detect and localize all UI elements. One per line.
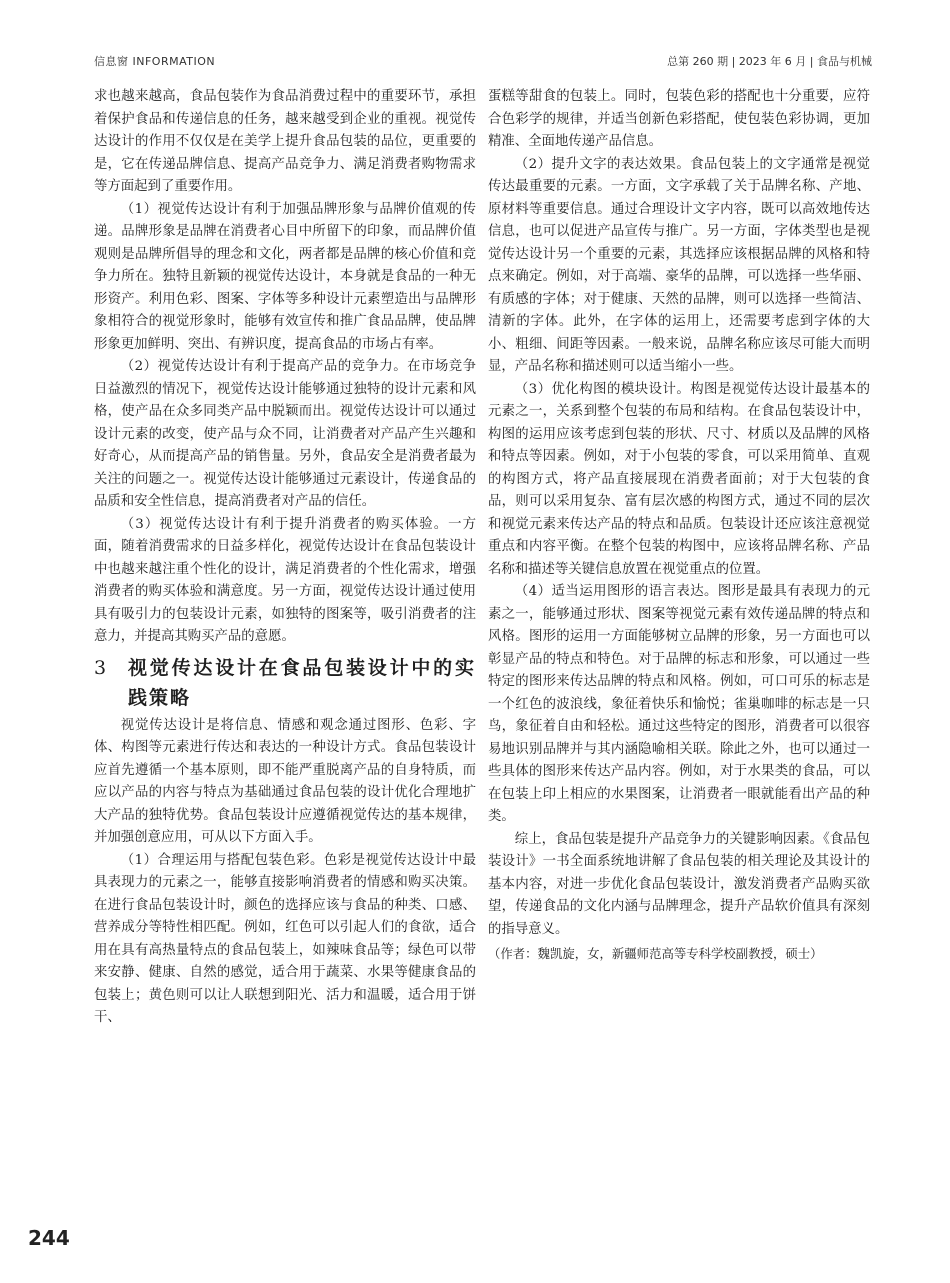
- left-column: [94, 86, 476, 1030]
- paragraph: 蛋糕等甜食的包装上。同时，包装色彩的搭配也十分重要，应符合色彩学的规律，并适当创新色彩搭配，使包装色彩协调，更加精准、全面地传递产品信息。: [488, 89, 870, 149]
- section-title: 视觉传达设计在食品包装设计中的实践策略: [128, 656, 476, 709]
- paragraph: 视觉传达设计是将信息、情感和观念通过图形、色彩、字体、构图等元素进行传达和表达的一种设计方式。食品包装设计应首先遵循一个基本原则，即不能严重脱离产品的自身特质，而应以产品的内容与特点为基础通过食品包装的设计优化合理地扩大产品的独特优势。食品包装设计应遵循视觉传达的基本规律，并加强创意应用，可从以下方面入手。: [94, 717, 476, 845]
- paragraph: （4）适当运用图形的语言表达。图形是最具有表现力的元素之一，能够通过形状、图案等视觉元素有效传递品牌的特点和风格。图形的运用一方面能够树立品牌的形象，另一方面也可以彰显产品的特点和特色。对于品牌的标志和形象，可以通过一些特定的图形来传达品牌的特点和风格。例如，可口可乐的标志是一个红色的波浪线，象征着快乐和愉悦；雀巢咖啡的标志是一只鸟，象征着自由和轻松。通过这些特定的图形，消费者可以很容易地识别品牌并与其内涵隐喻相关联。除此之外，也可以通过一些具体的图形来传达产品内容。例如，对于水果类的食品，可以在包装上印上相应的水果图案，让消费者一眼就能看出产品的种类。: [488, 584, 870, 824]
- page-number: 244: [28, 1226, 70, 1250]
- section-heading: [94, 653, 476, 713]
- right-column: [488, 86, 870, 966]
- running-header: [94, 50, 872, 72]
- paragraph: （1）视觉传达设计有利于加强品牌形象与品牌价值观的传递。品牌形象是品牌在消费者心目中所留下的印象，而品牌价值观则是品牌所倡导的理念和文化，两者都是品牌的核心价值和竞争力所在。独特且新颖的视觉传达设计，本身就是食品的一种无形资产。利用色彩、图案、字体等多种设计元素塑造出与品牌形象相符合的视觉形象时，能够有效宣传和推广食品品牌，使品牌形象更加鲜明、突出、有辨识度，提高食品的市场占有率。: [94, 201, 476, 352]
- paragraph: （2）视觉传达设计有利于提高产品的竞争力。在市场竞争日益激烈的情况下，视觉传达设计能够通过独特的设计元素和风格，使产品在众多同类产品中脱颖而出。视觉传达设计可以通过设计元素的改变，使产品与众不同，让消费者对产品产生兴趣和好奇心，从而提高产品的销售量。另外，食品安全是消费者最为关注的问题之一。视觉传达设计能够通过元素设计，传递食品的品质和安全性信息，提高消费者对产品的信任。: [94, 359, 476, 509]
- paragraph: 求也越来越高，食品包装作为食品消费过程中的重要环节，承担着保护食品和传递信息的任务，越来越受到企业的重视。视觉传达设计的作用不仅仅是在美学上提升食品包装的品位，更重要的是，它在传递品牌信息、提高产品竞争力、满足消费者购物需求等方面起到了重要作用。: [94, 89, 476, 194]
- paragraph: （1）合理运用与搭配包装色彩。色彩是视觉传达设计中最具表现力的元素之一，能够直接影响消费者的情感和购买决策。在进行食品包装设计时，颜色的选择应该与食品的种类、口感、营养成分等特性相匹配。例如，红色可以引起人们的食欲，适合用在具有高热量特点的食品包装上，如辣味食品等；绿色可以带来安静、健康、自然的感觉，适合用于蔬菜、水果等健康食品的包装上；黄色则可以让人联想到阳光、活力和温暖，适合用于饼干、: [94, 852, 476, 1025]
- paragraph: （2）提升文字的表达效果。食品包装上的文字通常是视觉传达最重要的元素。一方面，文字承载了关于品牌名称、产地、原材料等重要信息。通过合理设计文字内容，既可以高效地传达信息，也可以促进产品宣传与推广。另一方面，字体类型也是视觉传达设计另一个重要的元素，其选择应该根据品牌的风格和特点来确定。例如，对于高端、豪华的品牌，可以选择一些华丽、有质感的字体；对于健康、天然的品牌，则可以选择一些简洁、清新的字体。此外，在字体的运用上，还需要考虑到字体的大小、粗细、间距等因素。一般来说，品牌名称应该尽可能大而明显，产品名称和描述则可以适当缩小一些。: [488, 156, 870, 374]
- paragraph: （3）优化构图的模块设计。构图是视觉传达设计最基本的元素之一，关系到整个包装的布局和结构。在食品包装设计中，构图的运用应该考虑到包装的形状、尺寸、材质以及品牌的风格和特点等因素。例如，对于小包装的零食，可以采用简单、直观的构图方式，将产品直接展现在消费者面前；对于大包装的食品，则可以采用复杂、富有层次感的构图方式，通过不同的层次和视觉元素来传达产品的特点和品质。包装设计还应该注意视觉重点和内容平衡。在整个包装的构图中，应该将品牌名称、产品名称和描述等关键信息放置在视觉重点的位置。: [488, 381, 870, 577]
- issue-info: 总第 260 期 | 2023 年 6 月 | 食品与机械: [667, 55, 872, 68]
- journal-section-label: 信息窗 INFORMATION: [94, 55, 216, 68]
- paragraph: 综上，食品包装是提升产品竞争力的关键影响因素。《食品包装设计》一书全面系统地讲解了食品包装的相关理论及其设计的基本内容，对进一步优化食品包装设计，激发消费者产品购买欲望，传递食品的文化内涵与品牌理念，提升产品软价值具有深刻的指导意义。: [488, 831, 870, 937]
- paragraph: （3）视觉传达设计有利于提升消费者的购买体验。一方面，随着消费需求的日益多样化，视觉传达设计在食品包装设计中也越来越注重个性化的设计，满足消费者的个性化需求，增强消费者的购买体验和满意度。另一方面，视觉传达设计通过使用具有吸引力的包装设计元素，如独特的图案等，吸引消费者的注意力，并提高其购买产品的意愿。: [94, 516, 476, 644]
- section-number: 3: [94, 656, 109, 679]
- author-note: （作者：魏凯旋，女，新疆师范高等专科学校副教授，硕士）: [488, 946, 823, 961]
